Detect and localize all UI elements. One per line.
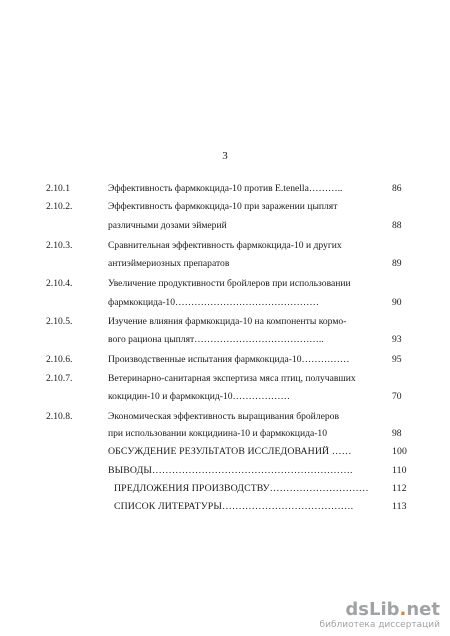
entry-number: 2.10.1 <box>46 183 70 194</box>
section-title: ВЫВОДЫ……………………………………………………. <box>108 465 353 476</box>
entry-title: Сравнительная эффективность фармкокцида-10 и других <box>108 240 342 251</box>
watermark-logo-ds: ds <box>345 599 369 620</box>
section-page: 110 <box>392 465 407 476</box>
entry-number: 2.10.4. <box>46 278 73 289</box>
section-page: 113 <box>392 501 407 512</box>
entry-page: 93 <box>392 334 402 345</box>
entry-title: Ветеринарно-санитарная экспертиза мяса птиц, получавших <box>108 373 356 384</box>
entry-title-cont: различными дозами эймерий <box>108 220 227 231</box>
section-title: ОБСУЖДЕНИЕ РЕЗУЛЬТАТОВ ИССЛЕДОВАНИЙ …… <box>108 446 352 457</box>
watermark-logo-net: net <box>406 599 440 620</box>
entry-number: 2.10.2. <box>46 201 73 212</box>
entry-number: 2.10.7. <box>46 373 73 384</box>
entry-title: Эффективность фармкокцида-10 против E.tenella……….. <box>108 183 343 194</box>
section-title: ПРЕДЛОЖЕНИЯ ПРОИЗВОДСТВУ………………………… <box>114 483 369 494</box>
entry-page: 88 <box>392 220 402 231</box>
entry-title-cont: при использовании кокцидиина-10 и фармкокцида-10 <box>108 428 328 439</box>
entry-page: 98 <box>392 428 402 439</box>
entry-title: Производственные испытания фармкокцида-10…………… <box>108 354 350 365</box>
entry-page: 89 <box>392 258 402 269</box>
watermark-logo-lib: Lib <box>368 599 400 620</box>
entry-number: 2.10.8. <box>46 411 73 422</box>
section-title: СПИСОК ЛИТЕРАТУРЫ…………………………………. <box>114 501 354 512</box>
entry-title-cont: фармкокцида-10……………………………………… <box>108 297 319 308</box>
entry-title-cont: антиэймериозных препаратов <box>108 258 230 269</box>
site-watermark <box>320 601 440 630</box>
entry-number: 2.10.6. <box>46 354 73 365</box>
watermark-subtitle: библиотека диссертаций <box>319 620 440 630</box>
entry-title: Изучение влияния фармкокцида-10 на компоненты кормо- <box>108 316 347 327</box>
entry-number: 2.10.3. <box>46 240 73 251</box>
entry-page: 86 <box>392 183 402 194</box>
entry-title: Увеличение продуктивности бройлеров при использовании <box>108 278 351 289</box>
entry-page: 70 <box>392 391 402 402</box>
entry-number: 2.10.5. <box>46 316 73 327</box>
page-number: 3 <box>222 150 228 162</box>
watermark-logo <box>320 601 440 619</box>
entry-title-cont: вого рациона цыплят………………………………….. <box>108 334 324 345</box>
entry-title: Эффективность фармкокцида-10 при заражении цыплят <box>108 201 338 212</box>
entry-title-cont: кокцидин-10 и фармкокцид-10……………… <box>108 391 291 402</box>
watermark-logo-dot: . <box>399 599 407 620</box>
entry-page: 90 <box>392 297 402 308</box>
section-page: 112 <box>392 483 407 494</box>
entry-page: 95 <box>392 354 402 365</box>
entry-title: Экономическая эффективность выращивания бройлеров <box>108 411 339 422</box>
section-page: 100 <box>392 446 407 457</box>
